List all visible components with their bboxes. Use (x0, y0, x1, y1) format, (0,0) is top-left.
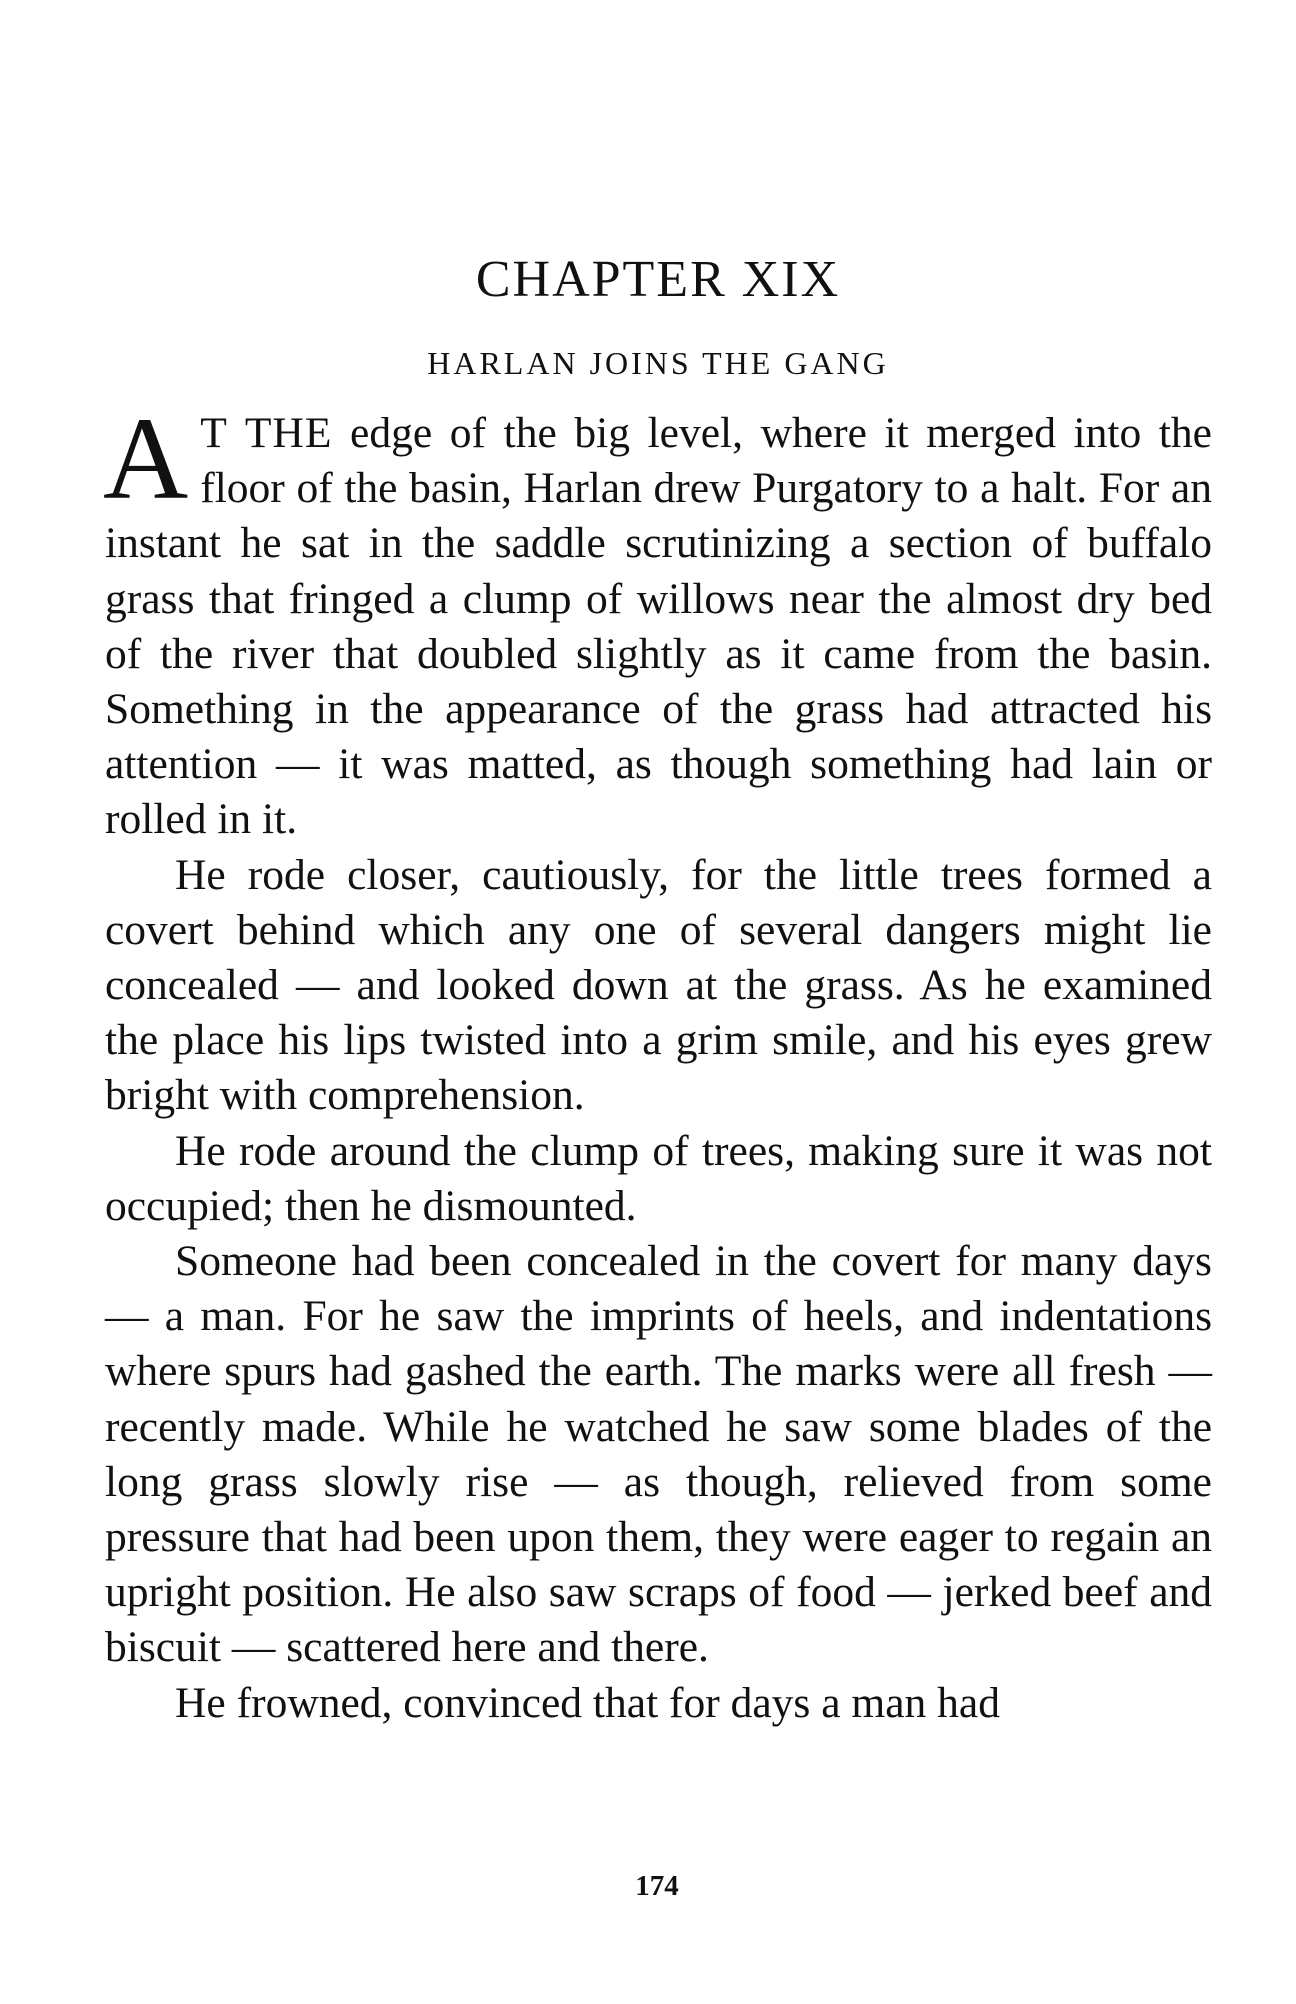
body-text (103, 393, 1212, 1731)
lead-caps: T THE (200, 409, 333, 457)
chapter-subtitle: HARLAN JOINS THE GANG (427, 345, 889, 381)
drop-cap: A (103, 393, 189, 524)
paragraph: Someone had been concealed in the covert for many days — a man. For he saw the imprints of heels, and indentations where spurs had gashed the earth. The marks were all fresh — recently made. While he watched he saw some blades of the long grass slowly rise — as though, relieved from some pressure that had been upon them, they were eager to regain an upright position. He also saw scraps of food — jerked beef and biscuit — scattered here and there. (105, 1237, 1212, 1672)
paragraph: He rode closer, cautiously, for the little trees formed a covert behind which any one of several dangers might lie concealed — and looked down at the grass. As he examined the place his lips twisted into a grim smile, and his eyes grew bright with comprehension. (105, 850, 1212, 1120)
opening-text: edge of the big level, where it merged into the floor of the basin, Harlan drew Purgatory to a halt. For an instant he sat in the saddle scrutinizing a section of buffalo grass that fringed a clump of willows near the almost dry bed of the river that doubled slightly as it came from the basin. Something in the appearance of the grass had attracted his attention — it was matted, as though something had lain or rolled in it. (105, 409, 1212, 844)
paragraph: He rode around the clump of trees, making sure it was not occupied; then he dismounted. (105, 1126, 1212, 1230)
paragraph: He frowned, convinced that for days a man had (175, 1678, 1000, 1727)
opening-paragraph (103, 393, 1212, 848)
chapter-title: CHAPTER XIX (475, 251, 841, 308)
page-number: 174 (635, 1870, 679, 1902)
